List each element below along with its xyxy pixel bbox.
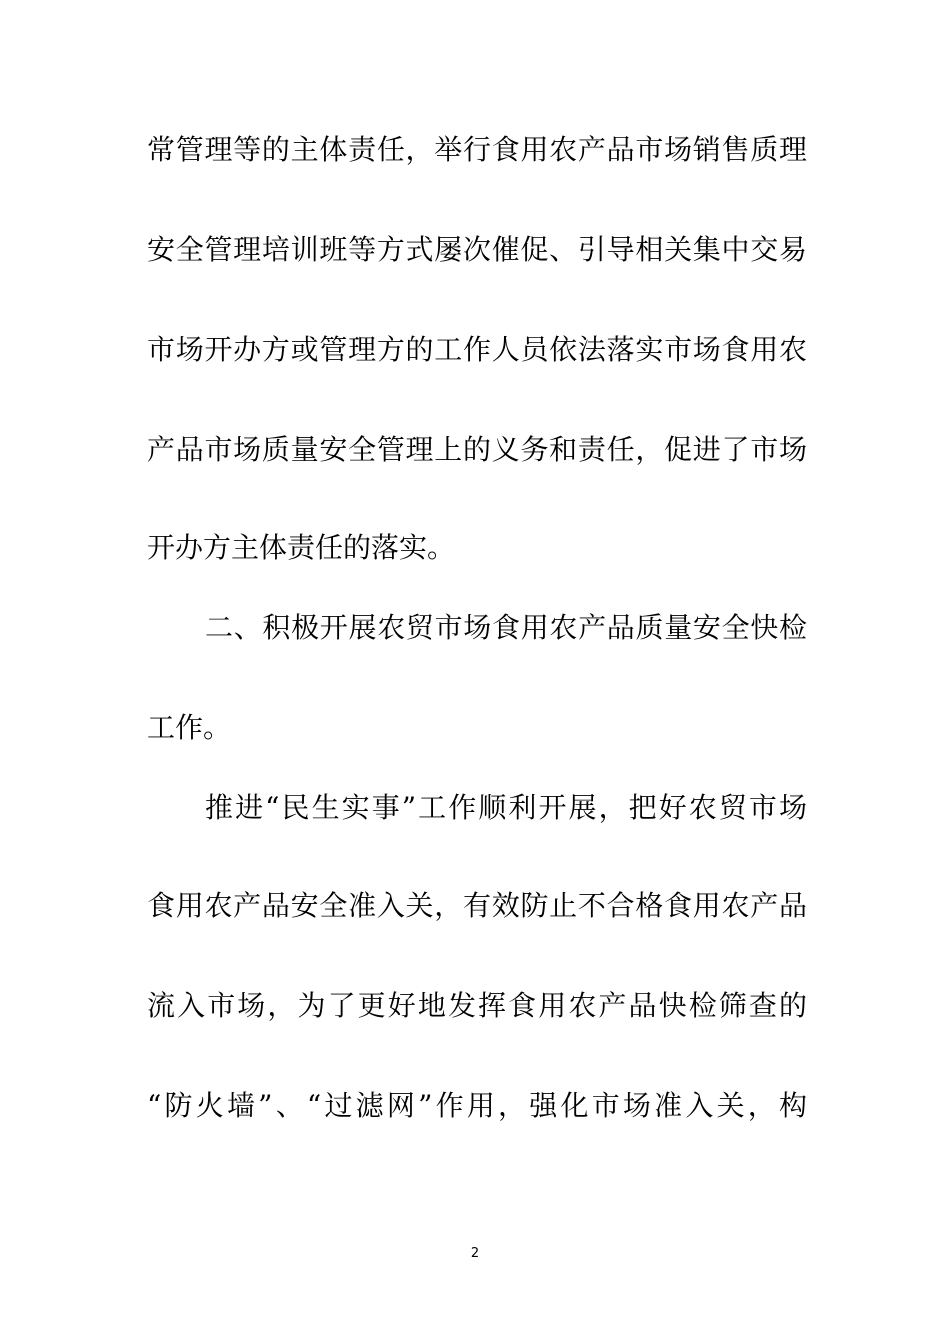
paragraph-line: “防火墙”、“过滤网”作用，强化市场准入关，构 [147,1089,807,1122]
paragraph-line: 开办方主体责任的落实。 [147,531,456,564]
paragraph-line: 市场开办方或管理方的工作人员依法落实市场食用农 [147,333,807,366]
paragraph-line: 常管理等的主体责任，举行食用农产品市场销售质理 [147,133,807,166]
section-heading-line: 二、积极开展农贸市场食用农产品质量安全快检 [205,611,807,644]
paragraph-line: 产品市场质量安全管理上的义务和责任，促进了市场 [147,433,807,466]
page-number: 2 [470,1246,480,1261]
paragraph-line: 食用农产品安全准入关，有效防止不合格食用农产品 [147,889,807,922]
paragraph-line: 推进“民生实事”工作顺利开展，把好农贸市场 [205,791,807,824]
section-heading-line: 工作。 [147,711,232,744]
paragraph-line: 安全管理培训班等方式屡次催促、引导相关集中交易 [147,233,807,266]
paragraph-line: 流入市场，为了更好地发挥食用农产品快检筛查的 [147,989,807,1022]
